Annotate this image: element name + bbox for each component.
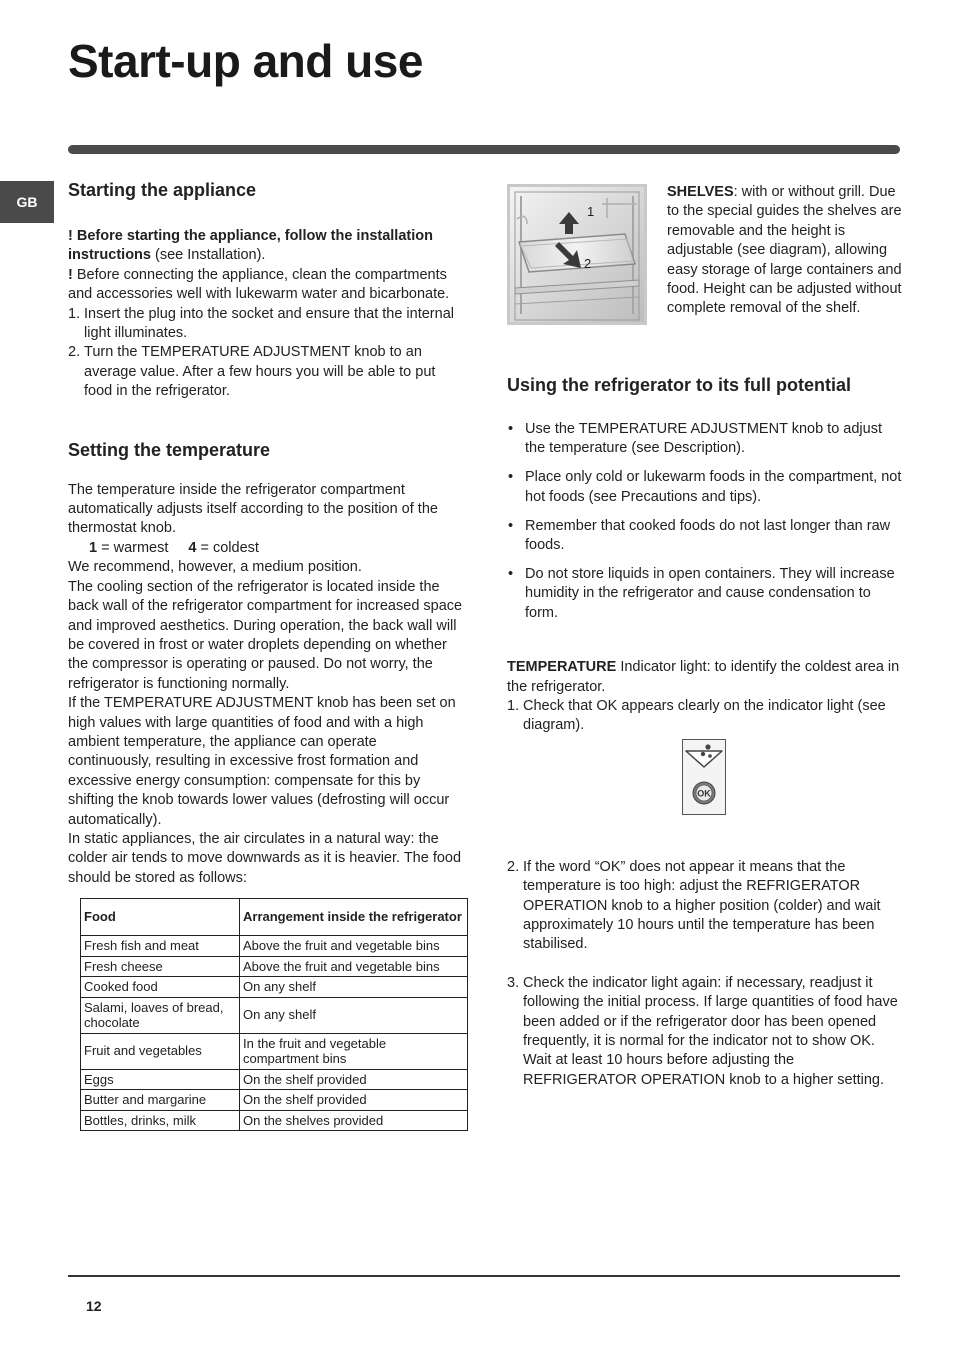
language-tab: GB	[0, 181, 54, 223]
full-potential-heading: Using the refrigerator to its full potential	[507, 375, 852, 395]
figure-label-1: 1	[587, 204, 595, 219]
step-text: Check that OK appears clearly on the indicator light (see diagram).	[523, 697, 886, 734]
thermostat-scale	[68, 539, 463, 558]
table-cell: Fresh fish and meat	[81, 936, 240, 957]
table-cell: Fresh cheese	[81, 956, 240, 977]
table-cell: On the shelf provided	[240, 1090, 468, 1111]
table-cell: Above the fruit and vegetable bins	[240, 956, 468, 977]
full-potential-list	[507, 420, 902, 623]
bottom-rule	[68, 1275, 900, 1277]
indicator-steps-continued	[507, 858, 902, 1090]
page-number: 12	[86, 1298, 102, 1314]
table-cell: Butter and margarine	[81, 1090, 240, 1111]
food-storage-table	[80, 898, 468, 1131]
right-column	[507, 180, 902, 1090]
coldest-label: = coldest	[196, 539, 259, 556]
starting-heading: Starting the appliance	[68, 180, 257, 200]
warning-bold-text: Before starting the appliance, follow the installation instructions	[68, 228, 433, 264]
table-cell: Fruit and vegetables	[81, 1033, 240, 1069]
warning-mark: !	[68, 228, 73, 244]
temperature-static: In static appliances, the air circulates in a natural way: the colder air tends to move downwards as it is heavier. The food should be stored as follows:	[68, 830, 462, 886]
table-header: Food	[81, 899, 240, 936]
table-cell: Eggs	[81, 1069, 240, 1090]
step-text: Insert the plug into the socket and ensure that the internal light illuminates.	[84, 305, 454, 342]
step-number: 1.	[507, 697, 520, 714]
starting-steps	[68, 305, 463, 402]
temperature-high-values: If the TEMPERATURE ADJUSTMENT knob has been set on high values with large quantities of food and with a high ambient temperature, the appliance can operate continuously, resulting in excessive frost formation and excessive energy consumption: compensate for this by shifting the knob towards lower values (defrosting will occur automatically).	[68, 695, 456, 828]
shelves-description	[667, 183, 903, 319]
warmest-number: 1	[89, 539, 98, 556]
table-row	[81, 977, 468, 998]
step-number: 3.	[507, 974, 520, 991]
left-column	[68, 180, 463, 1131]
table-cell: On the shelf provided	[240, 1069, 468, 1090]
step-text: Turn the TEMPERATURE ADJUSTMENT knob to an average value. After a few hours you will be able to put food in the refrigerator.	[84, 344, 436, 400]
ok-text: OK	[697, 788, 711, 799]
indicator-label: TEMPERATURE	[507, 659, 617, 676]
top-rule	[68, 145, 900, 154]
shelves-text: : with or without grill. Due to the special guides the shelves are removable and the height is adjustable (see diagram), allowing easy storage of large containers and food. Height can be adjusted without complete removal of the shelf.	[667, 184, 902, 317]
table-cell: On any shelf	[240, 977, 468, 998]
table-cell: Cooked food	[81, 977, 240, 998]
table-row	[81, 936, 468, 957]
table-row	[81, 956, 468, 977]
step-text: If the word “OK” does not appear it means that the temperature is too high: adjust the REFRIGERATOR OPERATION knob to a higher position (colder) and wait approximately 10 hours until the temperature has been stabilised.	[523, 858, 881, 953]
indicator-text: Indicator light: to identify the coldest area in the refrigerator.	[507, 659, 900, 695]
table-header: Arrangement inside the refrigerator	[240, 899, 468, 936]
table-cell: In the fruit and vegetable compartment bins	[240, 1033, 468, 1069]
shelf-adjust-diagram-icon	[507, 184, 647, 325]
list-item	[68, 305, 463, 344]
indicator-steps	[507, 697, 902, 736]
warning-cleaning	[68, 266, 463, 305]
step-number: 2.	[507, 858, 520, 875]
list-item	[507, 974, 902, 1090]
step-number: 2.	[68, 344, 81, 361]
shelves-section	[507, 180, 902, 340]
step-number: 1.	[68, 305, 81, 322]
list-item: • Do not store liquids in open containers. They will increase humidity in the refrigerator and cause condensation to form.	[507, 565, 902, 623]
temperature-heading: Setting the temperature	[68, 439, 271, 460]
list-item: • Place only cold or lukewarm foods in the compartment, not hot foods (see Precautions and tips).	[507, 468, 902, 507]
table-row	[81, 997, 468, 1033]
list-item: • Use the TEMPERATURE ADJUSTMENT knob to adjust the temperature (see Description).	[507, 420, 902, 459]
table-cell: On any shelf	[240, 997, 468, 1033]
step-text: Check the indicator light again: if necessary, readjust it following the initial process. If large quantities of food have been added or if the refrigerator door has been opened frequently, it is normal for the indicator not to show OK. Wait at least 10 hours before adjusting the REFRIGERATOR OPERATION knob to a higher setting.	[523, 974, 898, 1088]
table-row	[81, 1069, 468, 1090]
warmest-label: = warmest	[97, 539, 169, 556]
warning-installation	[68, 227, 463, 266]
page-title: Start-up and use	[68, 35, 423, 87]
table-cell: Bottles, drinks, milk	[81, 1110, 240, 1131]
indicator-description	[507, 658, 902, 697]
list-item	[68, 343, 463, 401]
list-item	[507, 858, 902, 955]
coldest-number: 4	[188, 539, 197, 556]
table-cell: Salami, loaves of bread, chocolate	[81, 997, 240, 1033]
temperature-intro: The temperature inside the refrigerator compartment automatically adjusts itself according to the position of the thermostat knob.	[68, 481, 438, 537]
table-row	[81, 1110, 468, 1131]
table-row	[81, 1090, 468, 1111]
ok-indicator-icon	[682, 739, 726, 815]
table-header-row	[81, 899, 468, 936]
warning-cleaning-text: Before connecting the appliance, clean the compartments and accessories well with lukewarm water and bicarbonate.	[68, 266, 450, 303]
shelves-label: SHELVES	[667, 184, 734, 200]
warning-mark: !	[68, 266, 73, 283]
list-item	[507, 697, 902, 736]
table-row	[81, 1033, 468, 1069]
warning-rest-text: (see Installation).	[150, 247, 266, 264]
table-cell: On the shelves provided	[240, 1110, 468, 1131]
list-item: • Remember that cooked foods do not last longer than raw foods.	[507, 517, 902, 556]
table-cell: Above the fruit and vegetable bins	[240, 936, 468, 957]
figure-label-2: 2	[584, 256, 592, 271]
temperature-recommend: We recommend, however, a medium position.	[68, 559, 362, 576]
temperature-cooling: The cooling section of the refrigerator is located inside the back wall of the refrigerator compartment for increased space and improved aesthetics. During operation, the back wall will be covered in frost or water droplets depending on whether the compressor is operating or paused. Do not worry, the refrigerator is functioning normally.	[68, 578, 463, 692]
